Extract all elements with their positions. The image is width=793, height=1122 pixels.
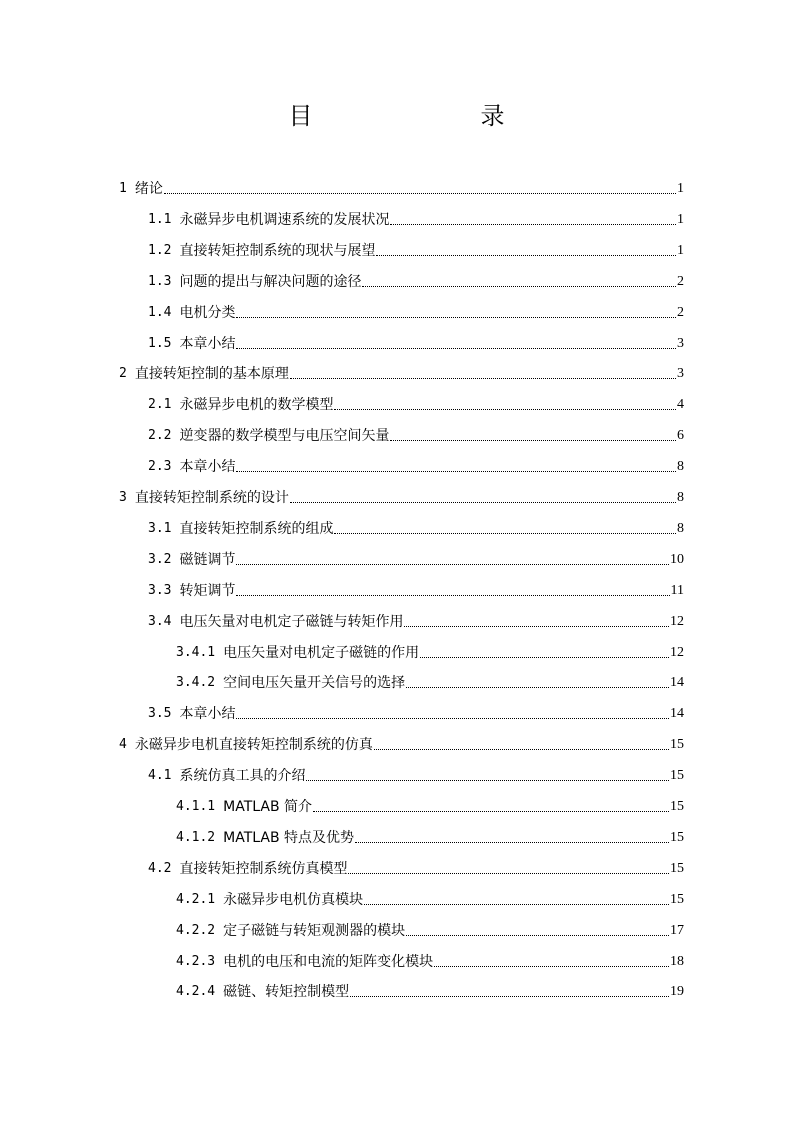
toc-entry[interactable] bbox=[119, 170, 684, 198]
toc-entry-page-number: 15 bbox=[670, 891, 684, 907]
toc-entry-number: 4.1.1 bbox=[176, 799, 216, 814]
toc-entry[interactable] bbox=[148, 603, 684, 631]
toc-entry-page-number: 15 bbox=[670, 860, 684, 876]
toc-entry-page-number: 6 bbox=[677, 428, 684, 444]
toc-entry-number: 4.2.3 bbox=[176, 953, 216, 969]
toc-dot-leader bbox=[236, 470, 676, 472]
toc-entry[interactable] bbox=[148, 325, 684, 353]
toc-entry-number: 2.3 bbox=[148, 459, 172, 475]
toc-entry[interactable] bbox=[148, 263, 684, 291]
toc-entry-page-number: 14 bbox=[670, 675, 684, 691]
toc-dot-leader bbox=[374, 748, 669, 750]
toc-entry-title: 电压矢量对电机定子磁链与转矩作用 bbox=[179, 613, 404, 630]
toc-entry-title: 本章小结 bbox=[179, 706, 236, 723]
toc-entry-page-number: 8 bbox=[677, 520, 684, 536]
toc-entry-number: 1.5 bbox=[148, 335, 172, 351]
toc-entry-title: 电压矢量对电机定子磁链的作用 bbox=[223, 644, 420, 661]
toc-dot-leader bbox=[376, 254, 676, 256]
toc-entry-number: 3.3 bbox=[148, 582, 172, 598]
toc-entry-page-number: 1 bbox=[677, 181, 684, 196]
toc-dot-leader bbox=[306, 779, 669, 781]
toc-dot-leader bbox=[364, 903, 669, 905]
toc-entry-page-number: 1 bbox=[677, 242, 684, 258]
toc-entry-title: 磁链、转矩控制模型 bbox=[223, 984, 350, 1001]
toc-entry-title: 直接转矩控制系统仿真模型 bbox=[179, 860, 348, 877]
toc-dot-leader bbox=[404, 625, 669, 627]
toc-entry-number: 4.1.2 bbox=[176, 829, 216, 845]
toc-entry[interactable] bbox=[176, 943, 684, 971]
toc-dot-leader bbox=[390, 223, 676, 225]
toc-dot-leader bbox=[350, 995, 669, 997]
toc-entry-number: 1 bbox=[119, 181, 127, 196]
toc-entry[interactable] bbox=[119, 355, 684, 383]
toc-dot-leader bbox=[164, 192, 676, 194]
toc-entry-page-number: 8 bbox=[677, 459, 684, 475]
toc-dot-leader bbox=[236, 563, 669, 565]
toc-entry-page-number: 1 bbox=[677, 211, 684, 227]
toc-entry-title: 磁链调节 bbox=[179, 551, 236, 568]
toc-entry[interactable] bbox=[148, 448, 684, 476]
toc-entry-title: 本章小结 bbox=[179, 459, 236, 476]
toc-dot-leader bbox=[236, 594, 669, 596]
toc-dot-leader bbox=[434, 965, 669, 967]
toc-entry-number: 2.2 bbox=[148, 428, 172, 444]
toc-entry-number: 1.1 bbox=[148, 211, 172, 227]
toc-entry[interactable] bbox=[148, 757, 684, 785]
toc-entry-title: 直接转矩控制系统的现状与展望 bbox=[179, 242, 376, 259]
toc-entry-title: 直接转矩控制的基本原理 bbox=[134, 366, 289, 383]
toc-dot-leader bbox=[334, 408, 676, 410]
toc-entry-title: MATLAB 特点及优势 bbox=[223, 829, 355, 846]
toc-entry-page-number: 18 bbox=[670, 953, 684, 969]
toc-entry-page-number: 2 bbox=[677, 273, 684, 289]
toc-entry[interactable] bbox=[176, 973, 684, 1001]
toc-entry[interactable] bbox=[148, 386, 684, 414]
toc-entry[interactable] bbox=[176, 664, 684, 692]
toc-entry[interactable] bbox=[148, 232, 684, 260]
toc-entry-number: 4.2 bbox=[148, 860, 172, 876]
toc-dot-leader bbox=[406, 686, 669, 688]
toc-entry-number: 2 bbox=[119, 366, 127, 382]
toc-entry[interactable] bbox=[148, 294, 684, 322]
toc-entry-title: 定子磁链与转矩观测器的模块 bbox=[223, 922, 406, 939]
toc-dot-leader bbox=[362, 285, 676, 287]
toc-dot-leader bbox=[348, 872, 669, 874]
page-title: 目 录 bbox=[288, 102, 545, 130]
toc-entry-title: 空间电压矢量开关信号的选择 bbox=[223, 675, 406, 692]
toc-entry-page-number: 4 bbox=[677, 397, 684, 413]
toc-entry-title: 问题的提出与解决问题的途径 bbox=[179, 273, 362, 290]
toc-entry-number: 3.1 bbox=[148, 520, 172, 536]
toc-entry-title: MATLAB 简介 bbox=[223, 799, 313, 815]
toc-entry-number: 4.1 bbox=[148, 768, 172, 784]
toc-entry-number: 1.3 bbox=[148, 273, 172, 289]
toc-entry-title: 电机分类 bbox=[179, 304, 236, 321]
toc-dot-leader bbox=[313, 810, 669, 812]
toc-dot-leader bbox=[334, 532, 676, 534]
toc-entry-title: 直接转矩控制系统的组成 bbox=[179, 520, 334, 537]
toc-entry-number: 4.2.2 bbox=[176, 922, 216, 938]
toc-entry-number: 1.4 bbox=[148, 304, 172, 320]
toc-entry-number: 4.2.1 bbox=[176, 891, 216, 907]
toc-entry[interactable] bbox=[176, 634, 684, 662]
toc-entry[interactable] bbox=[148, 572, 684, 600]
toc-entry-title: 本章小结 bbox=[179, 335, 236, 352]
toc-dot-leader bbox=[355, 841, 669, 843]
toc-entry[interactable] bbox=[148, 850, 684, 878]
toc-entry-page-number: 8 bbox=[677, 490, 684, 505]
toc-entry[interactable] bbox=[119, 479, 684, 507]
toc-entry-page-number: 15 bbox=[670, 737, 684, 753]
toc-entry-page-number: 12 bbox=[670, 613, 684, 629]
toc-entry-page-number: 12 bbox=[670, 644, 684, 660]
toc-entry-title: 电机的电压和电流的矩阵变化模块 bbox=[223, 953, 434, 970]
toc-entry-title: 绪论 bbox=[134, 181, 163, 197]
toc-entry-page-number: 17 bbox=[670, 922, 684, 938]
toc-entry-title: 永磁异步电机调速系统的发展状况 bbox=[179, 211, 390, 228]
toc-entry-page-number: 15 bbox=[670, 799, 684, 814]
toc-entry[interactable] bbox=[148, 510, 684, 538]
toc-entry-page-number: 19 bbox=[670, 984, 684, 1000]
toc-entry[interactable] bbox=[176, 881, 684, 909]
toc-entry[interactable] bbox=[148, 541, 684, 569]
toc-entry-number: 3.4.1 bbox=[176, 644, 216, 660]
toc-entry-page-number: 14 bbox=[670, 706, 684, 722]
toc-dot-leader bbox=[236, 717, 669, 719]
toc-entry-page-number: 3 bbox=[677, 366, 684, 382]
toc-entry-title: 永磁异步电机的数学模型 bbox=[179, 397, 334, 414]
toc-entry[interactable] bbox=[148, 201, 684, 229]
toc-entry[interactable] bbox=[176, 788, 684, 816]
toc-entry-number: 4 bbox=[119, 737, 127, 753]
toc-dot-leader bbox=[406, 934, 669, 936]
toc-entry-page-number: 11 bbox=[670, 582, 684, 598]
toc-entry-page-number: 2 bbox=[677, 304, 684, 320]
toc-entry-title: 永磁异步电机直接转矩控制系统的仿真 bbox=[134, 737, 373, 754]
toc-entry-title: 系统仿真工具的介绍 bbox=[179, 768, 306, 785]
toc-entry[interactable] bbox=[176, 819, 684, 847]
toc-dot-leader bbox=[390, 439, 676, 441]
toc-entry-title: 直接转矩控制系统的设计 bbox=[134, 490, 289, 506]
toc-entry-number: 2.1 bbox=[148, 397, 172, 413]
toc-entry-title: 逆变器的数学模型与电压空间矢量 bbox=[179, 428, 390, 445]
toc-entry-page-number: 10 bbox=[670, 551, 684, 567]
toc-dot-leader bbox=[420, 656, 669, 658]
toc-entry-page-number: 3 bbox=[677, 335, 684, 351]
toc-entry-page-number: 15 bbox=[670, 768, 684, 784]
toc-dot-leader bbox=[236, 347, 676, 349]
toc-entry[interactable] bbox=[148, 695, 684, 723]
toc-entry[interactable] bbox=[119, 726, 684, 754]
toc-entry-number: 4.2.4 bbox=[176, 984, 216, 1000]
toc-dot-leader bbox=[290, 377, 676, 379]
toc-entry[interactable] bbox=[176, 912, 684, 940]
toc-entry-title: 永磁异步电机仿真模块 bbox=[223, 891, 364, 908]
toc-entry-number: 3.4 bbox=[148, 613, 172, 629]
toc-entry-number: 3.5 bbox=[148, 706, 172, 722]
toc-dot-leader bbox=[290, 501, 676, 503]
toc-entry-number: 1.2 bbox=[148, 242, 172, 258]
toc-dot-leader bbox=[236, 316, 676, 318]
toc-entry-number: 3 bbox=[119, 490, 127, 505]
toc-entry-page-number: 15 bbox=[670, 829, 684, 845]
toc-entry[interactable] bbox=[148, 417, 684, 445]
toc-entry-number: 3.4.2 bbox=[176, 675, 216, 691]
toc-entry-number: 3.2 bbox=[148, 551, 172, 567]
toc-entry-title: 转矩调节 bbox=[179, 582, 236, 599]
